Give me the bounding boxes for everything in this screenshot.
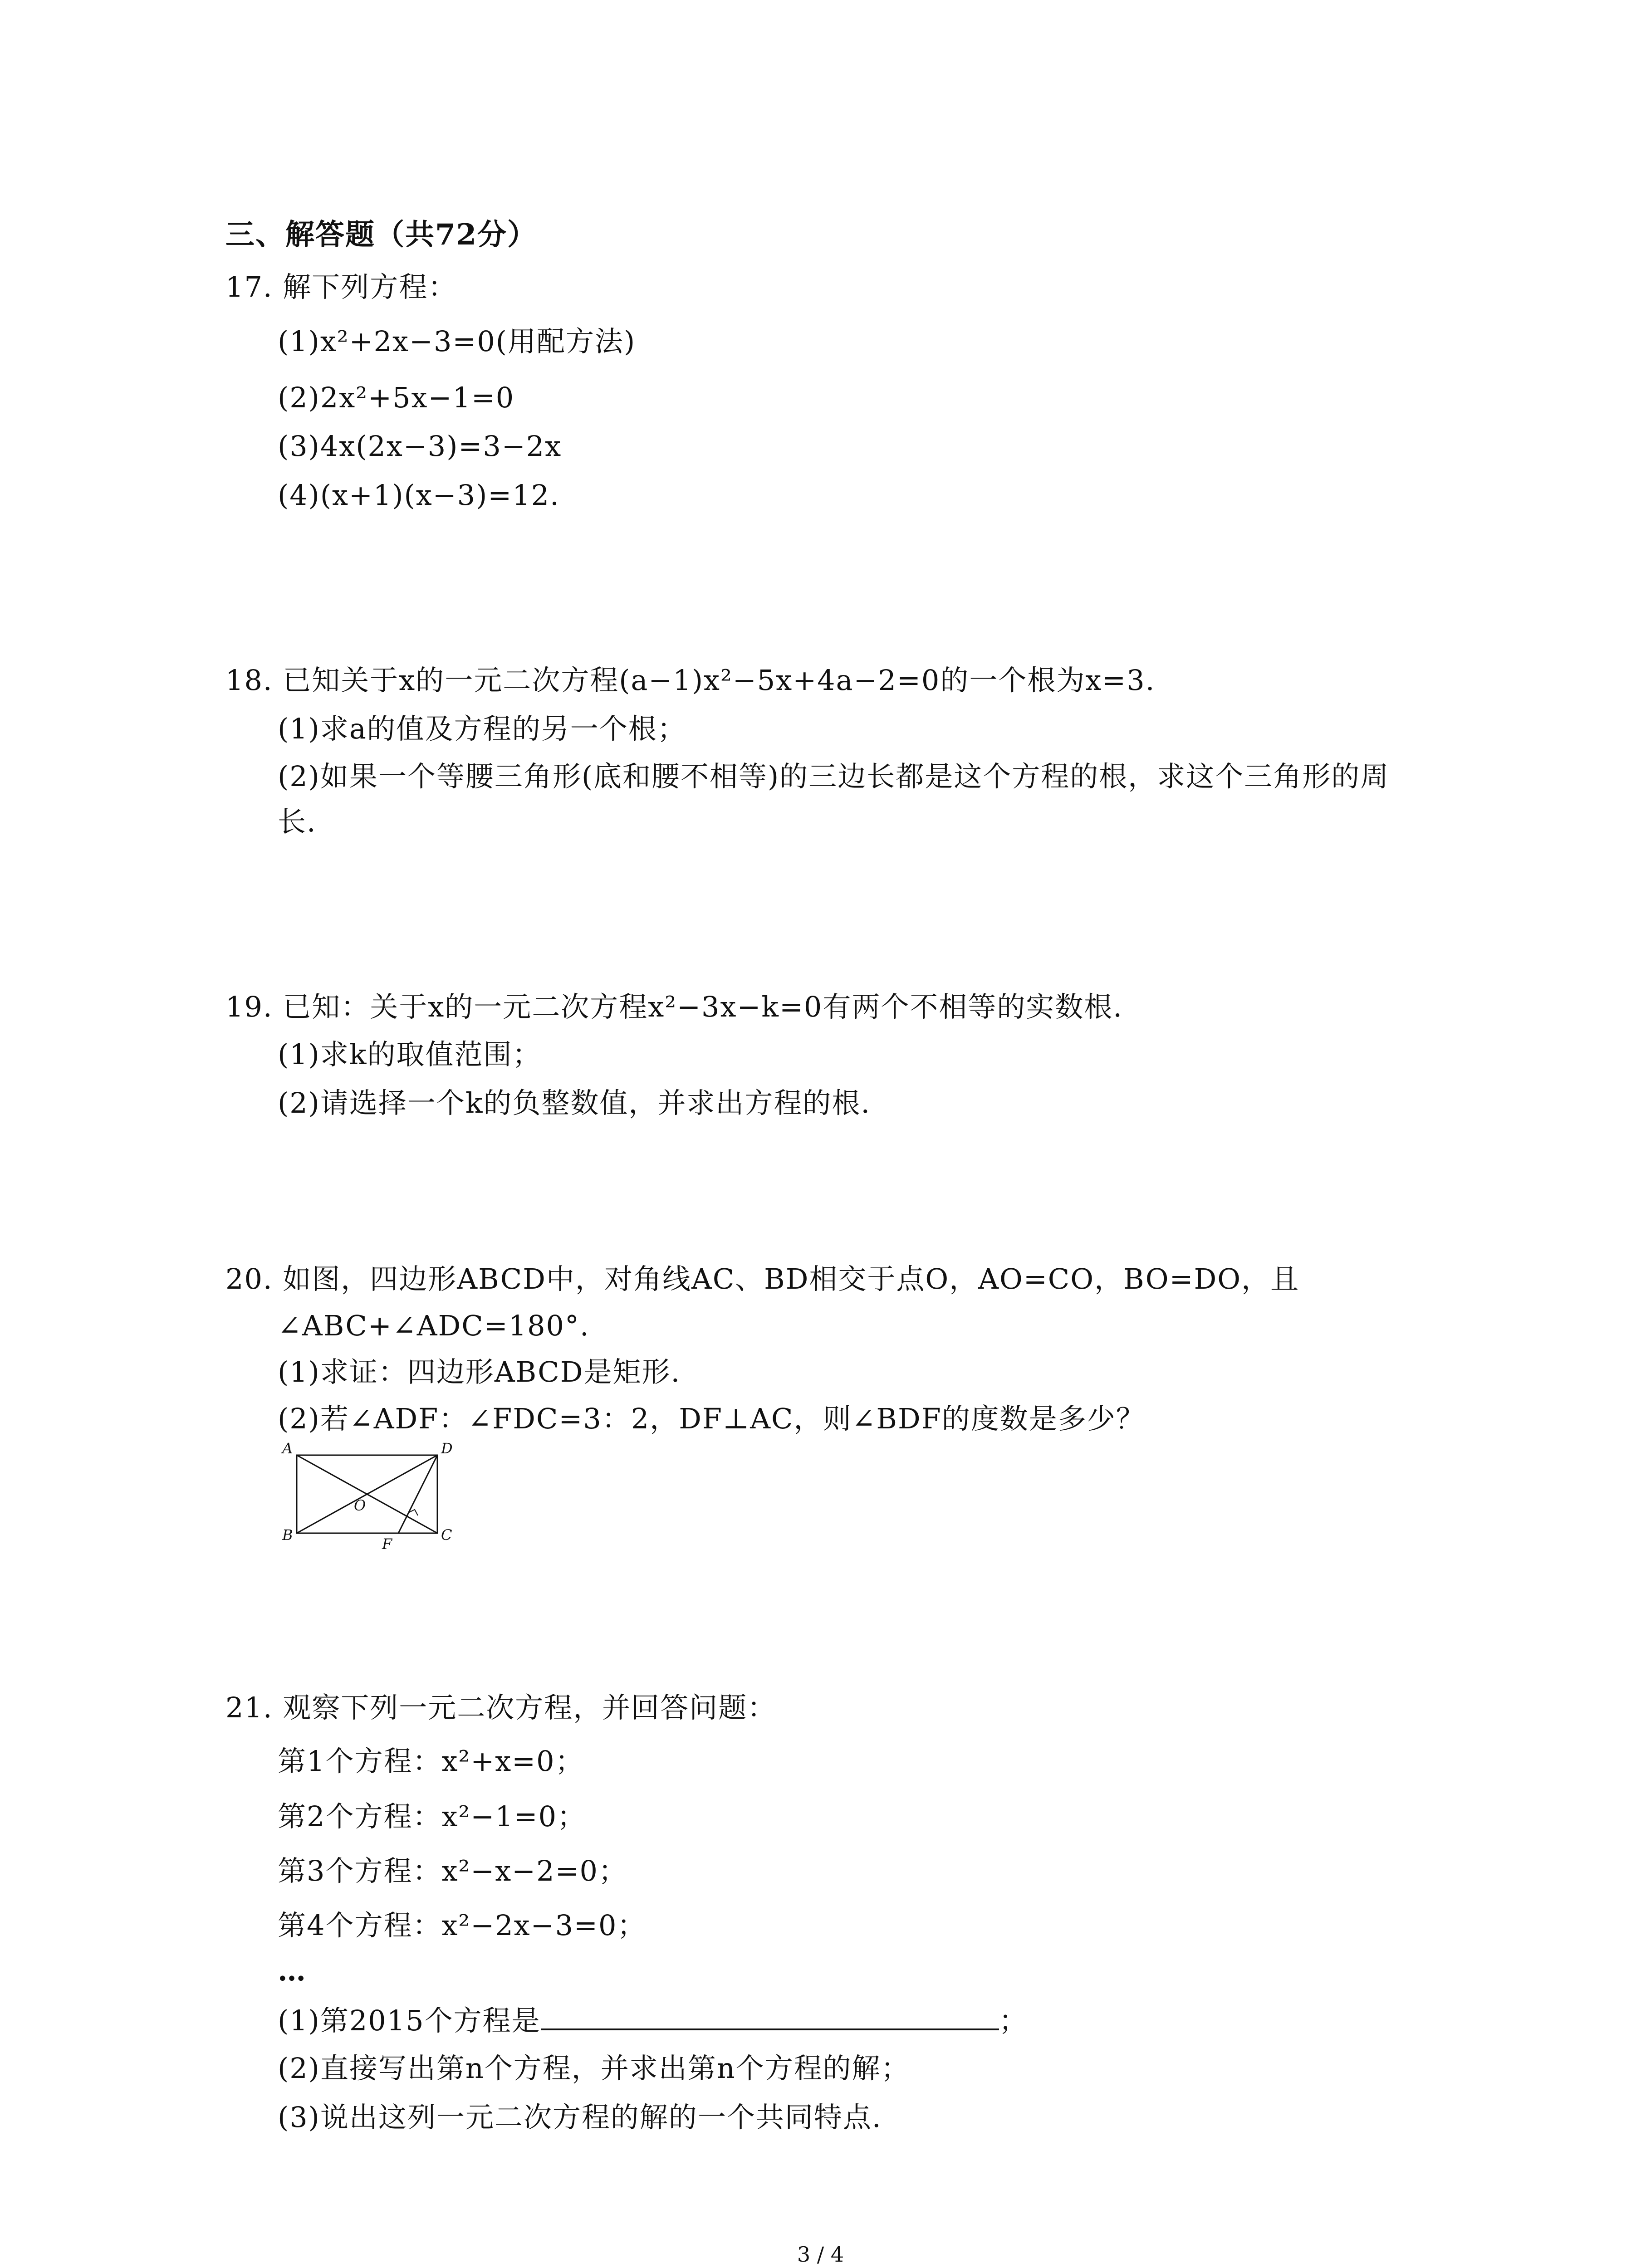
q17-part-2: (2)2x²+5x−1=0 xyxy=(278,381,515,414)
q21-equation-1: 第1个方程：x²+x=0； xyxy=(278,1745,584,1778)
q20-stem: 20. 如图，四边形ABCD中，对角线AC、BD相交于点O，AO=CO，BO=DO，且 xyxy=(225,1262,1300,1295)
q18-part-2: (2)如果一个等腰三角形(底和腰不相等)的三边长都是这个方程的根，求这个三角形的周 xyxy=(278,760,1390,793)
q21-ellipsis: … xyxy=(278,1954,307,1987)
answer-blank[interactable] xyxy=(541,2001,999,2030)
label-a: A xyxy=(282,1440,293,1457)
q17-part-4: (4)(x+1)(x−3)=12. xyxy=(278,479,560,512)
label-f: F xyxy=(382,1535,392,1553)
q20-part-2: (2)若∠ADF：∠FDC=3：2，DF⊥AC，则∠BDF的度数是多少？ xyxy=(278,1402,1145,1435)
q17-part-1: (1)x²+2x−3=0(用配方法) xyxy=(278,325,636,358)
q19-stem: 19. 已知：关于x的一元二次方程x²−3x−k=0有两个不相等的实数根. xyxy=(225,990,1123,1023)
q19-part-1: (1)求k的取值范围； xyxy=(278,1038,542,1071)
section-title: 三、解答题（共72分） xyxy=(225,218,538,252)
q21-equation-2: 第2个方程：x²−1=0； xyxy=(278,1800,587,1833)
page-number: 3 / 4 xyxy=(797,2242,844,2267)
label-o: O xyxy=(354,1497,366,1514)
q21-equation-3: 第3个方程：x²−x−2=0； xyxy=(278,1854,627,1887)
q18-part-1: (1)求a的值及方程的另一个根； xyxy=(278,712,686,745)
segment-df xyxy=(398,1455,437,1533)
q21-part-1 xyxy=(278,2001,1028,2039)
label-d: D xyxy=(441,1440,453,1457)
q21-part-1-prefix: (1)第2015个方程是 xyxy=(278,2004,541,2037)
label-b: B xyxy=(282,1526,293,1544)
q21-equation-4: 第4个方程：x²−2x−3=0； xyxy=(278,1909,647,1942)
q21-part-3: (3)说出这列一元二次方程的解的一个共同特点. xyxy=(278,2101,882,2134)
rectangle-abcd-figure xyxy=(277,1438,467,1556)
q20-part-1: (1)求证：四边形ABCD是矩形. xyxy=(278,1355,681,1388)
q18-stem: 18. 已知关于x的一元二次方程(a−1)x²−5x+4a−2=0的一个根为x=3. xyxy=(225,664,1156,697)
q17-part-3: (3)4x(2x−3)=3−2x xyxy=(278,430,562,463)
q21-part-1-suffix: ； xyxy=(999,2004,1028,2037)
q20-stem-continued: ∠ABC+∠ADC=180°. xyxy=(278,1309,590,1342)
q18-part-2-continued: 长. xyxy=(278,805,317,838)
q17-stem: 17. 解下列方程： xyxy=(225,270,457,303)
q21-part-2: (2)直接写出第n个方程，并求出第n个方程的解； xyxy=(278,2052,910,2085)
q21-stem: 21. 观察下列一元二次方程，并回答问题： xyxy=(225,1691,777,1724)
q19-part-2: (2)请选择一个k的负整数值，并求出方程的根. xyxy=(278,1086,871,1119)
label-c: C xyxy=(441,1526,452,1544)
